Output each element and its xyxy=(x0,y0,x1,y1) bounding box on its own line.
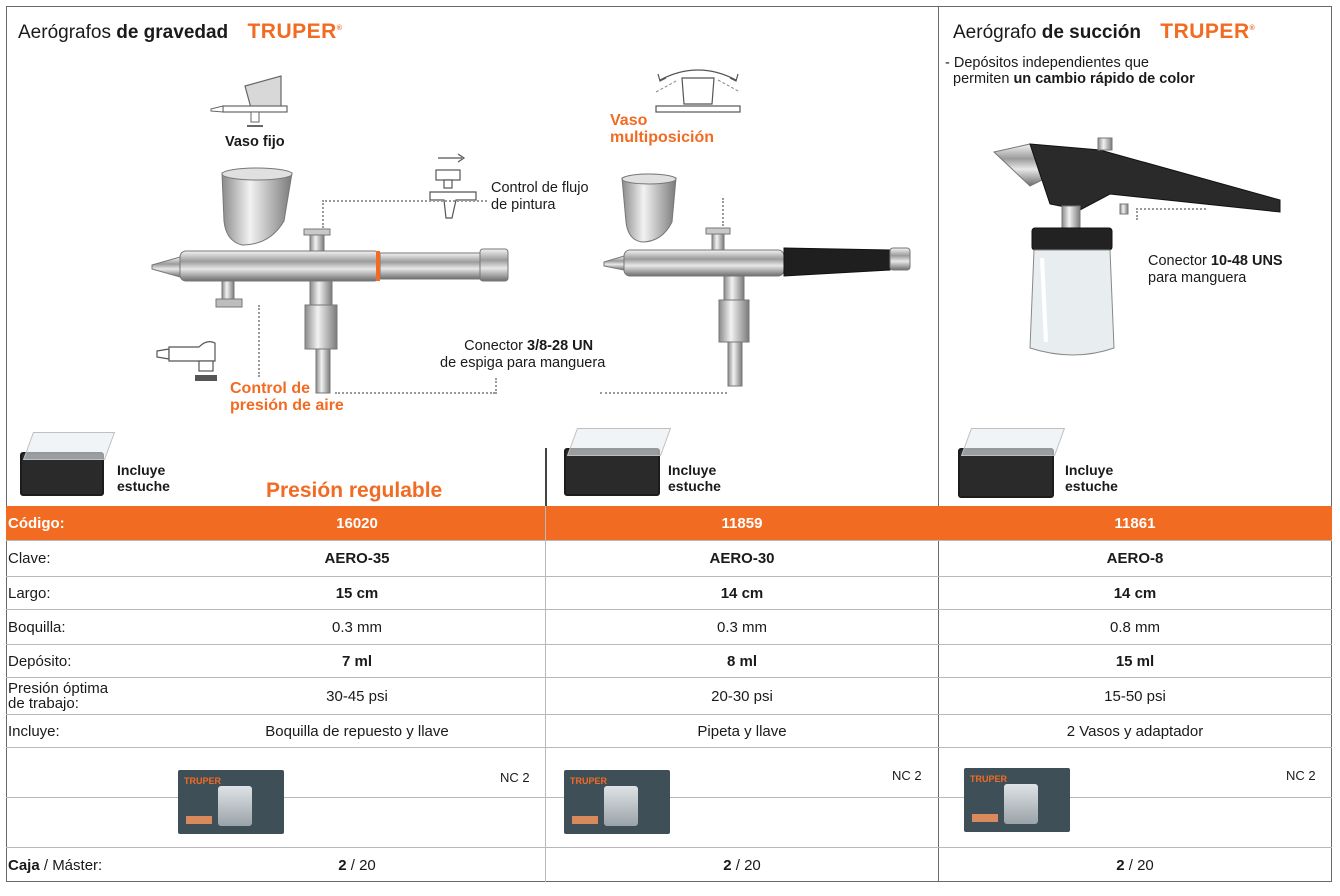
row-largo xyxy=(6,576,1332,609)
includes-line1: Incluye xyxy=(117,462,166,478)
connector-line2: para manguera xyxy=(1148,270,1247,286)
label-caja-master xyxy=(8,848,102,882)
product-separator xyxy=(545,448,547,506)
fixed-cup-icon xyxy=(205,70,295,132)
cell-boquilla: 0.3 mm xyxy=(716,618,767,636)
includes-case-label-3 xyxy=(1065,462,1118,494)
includes-line1: Incluye xyxy=(668,462,717,478)
cell-deposito: 15 ml xyxy=(1115,652,1155,670)
connector-1048-label xyxy=(1148,253,1283,287)
label-codigo: Código: xyxy=(8,514,65,532)
row-codigo xyxy=(6,506,1332,540)
row-clave xyxy=(6,540,1332,576)
carrying-case-image-2 xyxy=(564,448,660,496)
title-normal: Aerógrafos xyxy=(18,22,117,43)
connector-pre: Conector xyxy=(464,338,528,354)
fixed-cup-label: Vaso fijo xyxy=(225,134,285,150)
row-presion xyxy=(6,677,1332,714)
carrying-case-image-3 xyxy=(958,448,1054,498)
cell-presion: 20-30 psi xyxy=(711,687,773,705)
includes-line2: estuche xyxy=(668,478,721,494)
cell-largo: 14 cm xyxy=(720,584,764,602)
flow-label-line2: de pintura xyxy=(491,197,556,213)
cell-presion: 30-45 psi xyxy=(326,687,388,705)
box-brand: TRUPER xyxy=(570,776,608,786)
caja-value: 2 xyxy=(338,856,347,874)
cell-codigo: 11861 xyxy=(1114,514,1156,532)
cell-caja xyxy=(162,848,552,882)
air-pressure-line2: presión de aire xyxy=(230,397,344,414)
air-pressure-icon xyxy=(155,335,225,387)
suction-description xyxy=(945,55,1195,87)
box-brand: TRUPER xyxy=(184,776,222,786)
cell-clave: AERO-8 xyxy=(1106,550,1164,567)
cell-boquilla: 0.3 mm xyxy=(331,618,382,636)
cell-largo: 14 cm xyxy=(1113,584,1157,602)
includes-case-label xyxy=(117,462,170,494)
multiposition-line1: Vaso xyxy=(610,112,648,129)
cell-incluye: Boquilla de repuesto y llave xyxy=(265,722,449,740)
row-boquilla xyxy=(6,609,1332,644)
row-incluye xyxy=(6,714,1332,747)
box-brand: TRUPER xyxy=(970,774,1008,784)
connector-pre: Conector xyxy=(1148,253,1211,269)
label-incluye: Incluye: xyxy=(8,722,60,740)
airbrush-aero8-image xyxy=(990,130,1290,370)
title-bold: de succión xyxy=(1041,22,1141,43)
label-largo: Largo: xyxy=(8,584,51,602)
multiposition-label xyxy=(610,112,714,146)
label-presion-line1: Presión óptima xyxy=(8,680,109,697)
gravity-title xyxy=(18,20,342,44)
cell-incluye: Pipeta y llave xyxy=(697,722,787,740)
brand-text: TRUPER xyxy=(1160,20,1250,43)
label-presion-line2: de trabajo: xyxy=(8,695,79,712)
cell-caja xyxy=(938,848,1332,882)
product-box-image xyxy=(964,768,1070,832)
connector-38-label xyxy=(440,338,605,372)
truper-logo: TRUPER® xyxy=(1160,20,1256,43)
label-clave: Clave: xyxy=(8,550,51,567)
adjustable-pressure-label: Presión regulable xyxy=(266,479,443,502)
cell-codigo: 11859 xyxy=(721,514,763,532)
master-value: / 20 xyxy=(1124,856,1154,874)
multiposition-line2: multiposición xyxy=(610,129,714,146)
desc-bold: un cambio rápido de color xyxy=(1013,71,1195,87)
truper-logo: TRUPER® xyxy=(247,20,343,43)
includes-case-label-2 xyxy=(668,462,721,494)
includes-line2: estuche xyxy=(117,478,170,494)
cell-incluye: 2 Vasos y adaptador xyxy=(1066,722,1204,740)
title-bold: de gravedad xyxy=(116,22,229,43)
label-master: / Máster: xyxy=(39,856,103,874)
cell-codigo: 16020 xyxy=(336,514,378,532)
desc-line1: - Depósitos independientes que xyxy=(945,55,1149,71)
cell-deposito: 7 ml xyxy=(341,652,372,670)
master-value: / 20 xyxy=(346,856,376,874)
nc-code: NC 2 xyxy=(1286,768,1316,783)
desc-normal: permiten xyxy=(953,71,1014,87)
label-caja: Caja xyxy=(8,856,40,874)
airbrush-aero30-image xyxy=(600,170,920,395)
label-deposito: Depósito: xyxy=(8,652,72,670)
cell-largo: 15 cm xyxy=(335,584,379,602)
label-boquilla: Boquilla: xyxy=(8,618,66,636)
multiposition-cup-icon xyxy=(648,58,748,118)
caja-value: 2 xyxy=(723,856,732,874)
nc-code: NC 2 xyxy=(892,768,922,783)
cell-clave: AERO-30 xyxy=(709,550,775,567)
master-value: / 20 xyxy=(731,856,761,874)
connector-bold: 10-48 UNS xyxy=(1210,253,1283,269)
includes-line1: Incluye xyxy=(1065,462,1114,478)
caja-value: 2 xyxy=(1116,856,1125,874)
col-divider xyxy=(545,506,546,882)
includes-line2: estuche xyxy=(1065,478,1118,494)
product-box-image xyxy=(178,770,284,834)
product-box-image xyxy=(564,770,670,834)
brand-text: TRUPER xyxy=(247,20,337,43)
air-pressure-line1: Control de xyxy=(230,380,310,397)
connector-bold: 3/8-28 UN xyxy=(527,338,594,354)
nc-code: NC 2 xyxy=(500,770,530,785)
flow-label-line1: Control de flujo xyxy=(491,180,589,196)
row-caja xyxy=(6,847,1332,882)
air-pressure-label xyxy=(230,380,344,414)
suction-title xyxy=(953,20,1255,44)
connector-line2: de espiga para manguera xyxy=(440,355,606,371)
cell-caja xyxy=(546,848,938,882)
label-presion xyxy=(8,678,108,714)
cell-deposito: 8 ml xyxy=(726,652,757,670)
carrying-case-image xyxy=(20,452,104,496)
cell-boquilla: 0.8 mm xyxy=(1109,618,1160,636)
cell-clave: AERO-35 xyxy=(324,550,390,567)
row-deposito xyxy=(6,644,1332,677)
cell-presion: 15-50 psi xyxy=(1104,687,1166,705)
title-normal: Aerógrafo xyxy=(953,22,1042,43)
